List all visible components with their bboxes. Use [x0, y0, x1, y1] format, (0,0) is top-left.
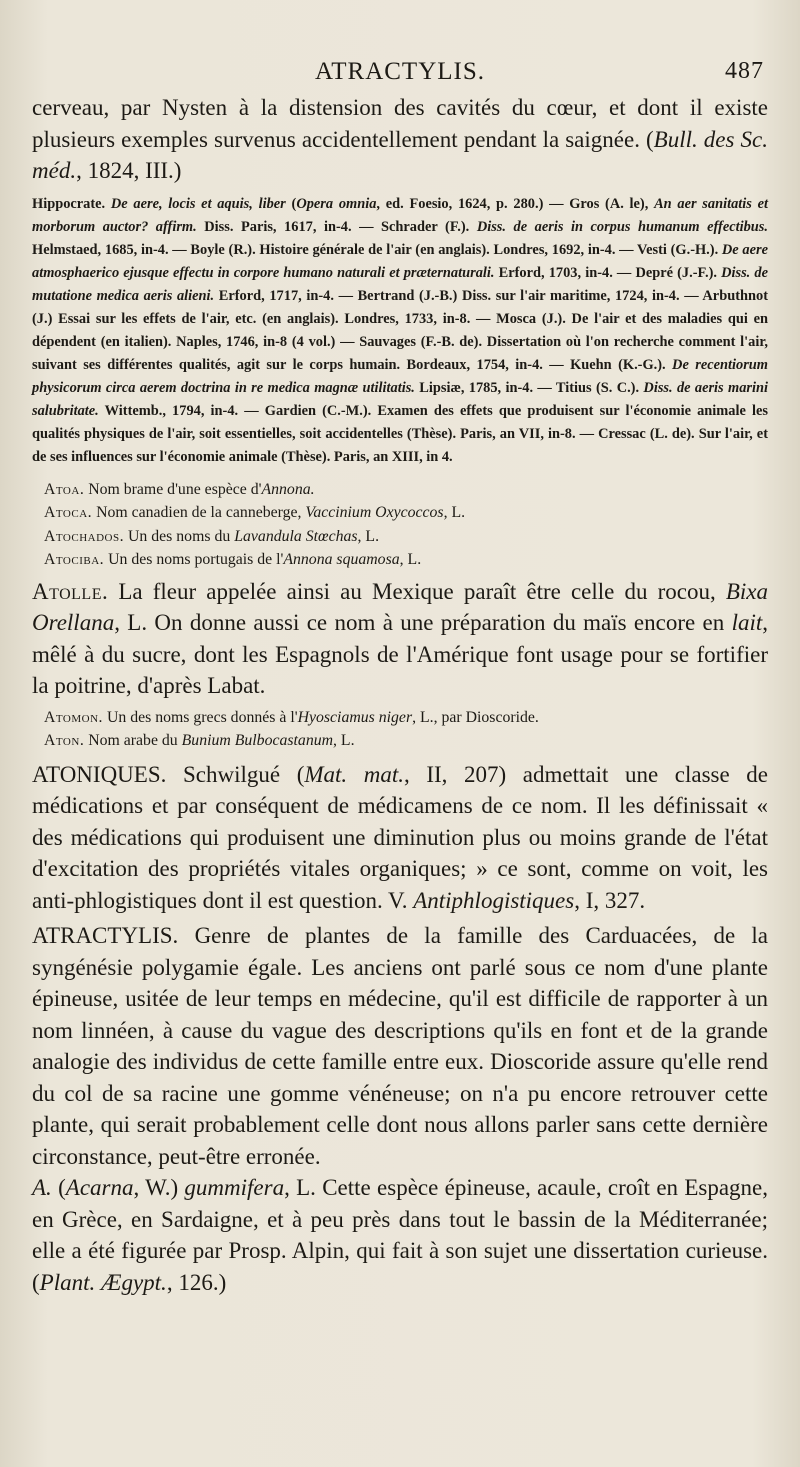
entry-headword: Aton.: [44, 732, 85, 749]
entry-text: Schwilgué (Mat. mat., II, 207) admettait une classe de médications et par conséquent de médicamens de ce nom. Il les définissait « des médications qui produisent une diminution plus ou moins grande de l'état d'excitation des propriétés vitales organiques; » ce sont, comme on voit, les anti-phlogistiques dont il est question. V. Antiphlogistiques, I, 327.: [32, 761, 768, 913]
entry-atoniques: [32, 759, 768, 917]
page-number: 487: [725, 58, 764, 84]
entry-text: A. (Acarna, W.) gummifera, L. Cette espèce épineuse, acaule, croît en Espagne, en Grèce, en Sardaigne, et à peu près dans tout le bassin de la Méditerranée; elle a été figurée par Prosp. Alpin, qui fait à son sujet une dissertation curieuse. (Plant. Ægypt., 126.): [32, 1175, 768, 1295]
entry-text: Un des noms grecs donnés à l'Hyosciamus niger, L., par Dioscoride.: [106, 708, 539, 726]
entry-text: La fleur appelée ainsi au Mexique paraît être celle du rocou, Bixa Orellana, L. On donne aussi ce nom à une préparation du maïs encore en lait, mêlé à du sucre, dont les Espagnols de l'Amérique font usage pour se fortifier la poitrine, d'après Labat.: [32, 578, 768, 698]
entry-atomon: [32, 706, 768, 730]
entry-headword: Atomon.: [44, 708, 103, 726]
bibliography-paragraph: [32, 193, 768, 469]
page-header: [32, 58, 768, 92]
entry-text: Genre de plantes de la famille des Carduacées, de la syngénésie polygamie égale. Les anciens ont parlé sous ce nom d'une plante épineuse, usitée de leur temps en médecine, qu'il est difficile de rapporter à un nom linnéen, à cause du vague des descriptions qu'ils en font et de la grande analogie des individus de cette famille entre eux. Dioscoride assure qu'elle rend du col de sa racine une gomme vénéneuse; on n'a pu encore retrouver cette plante, qui serait probablement celle dont nous allons parler sans cette dernière circonstance, peut-être erronée.: [32, 923, 768, 1169]
entry-text: Nom canadien de la canneberge, Vaccinium Oxycoccos, L.: [96, 504, 466, 521]
entry-headword: ATONIQUES.: [32, 761, 167, 787]
entry-text: Un des noms portugais de l'Annona squamosa, L.: [108, 551, 422, 568]
entry-atoa: [32, 478, 768, 502]
entry-aton: [32, 729, 768, 753]
entry-atractylis: [32, 920, 768, 1172]
entry-atociba: [32, 548, 768, 572]
entry-headword: Atociba.: [44, 551, 105, 568]
entry-headword: Atochados.: [44, 527, 125, 545]
entry-atolle: [32, 576, 768, 702]
entry-headword: Atoa.: [44, 480, 85, 498]
entry-headword: Atoca.: [44, 504, 93, 521]
entry-text: Nom brame d'une espèce d'Annona.: [88, 480, 315, 498]
paragraph-continuation: [32, 92, 768, 187]
entry-headword: ATRACTYLIS.: [32, 923, 179, 948]
entry-atochados: [32, 525, 768, 549]
entry-atoca: [32, 501, 768, 525]
running-title: ATRACTYLIS.: [314, 58, 486, 85]
paragraph-text: cerveau, par Nysten à la distension des cavités du cœur, et dont il existe plusieurs exemples survenus accidentellement pendant la saignée. (Bull. des Sc. méd., 1824, III.): [32, 95, 768, 183]
entry-atractylis-gummifera: [32, 1172, 768, 1298]
entry-headword: Atolle.: [32, 578, 109, 604]
entry-text: Un des noms du Lavandula Stœchas, L.: [128, 527, 380, 545]
entry-text: Nom arabe du Bunium Bulbocastanum, L.: [88, 732, 355, 749]
bibliography-text: Hippocrate. De aere, locis et aquis, liber (Opera omnia, ed. Foesio, 1624, p. 280.) — Gros (A. le), An aer sanitatis et morborum auctor? affirm. Diss. Paris, 1617, in-4. — Schrader (F.). Diss. de aeris in corpus humanum effectibus. Helmstaed, 1685, in-4. — Boyle (R.). Histoire générale de l'air (en anglais). Londres, 1692, in-4. — Vesti (G.-H.). De aere atmosphaerico ejusque effectu in corpore humano naturali et præternaturali. Erford, 1703, in-4. — Depré (J.-F.). Diss. de mutatione medica aeris alieni. Erford, 1717, in-4. — Bertrand (J.-B.) Diss. sur l'air maritime, 1724, in-4. — Arbuthnot (J.) Essai sur les effets de l'air, etc. (en anglais). Londres, 1733, in-8. — Mosca (J.). De l'air et des maladies qui en dépendent (en italien). Naples, 1746, in-8 (4 vol.) — Sauvages (F.-B. de). Dissertation où l'on recherche comment l'air, suivant ses différentes qualités, agit sur le corps humain. Bordeaux, 1754, in-4. — Kuehn (K.-G.). De recentiorum physicorum circa aerem doctrina in re medica magnæ utilitatis. Lipsiæ, 1785, in-4. — Titius (S. C.). Diss. de aeris marini salubritate. Wittemb., 1794, in-4. — Gardien (C.-M.). Examen des effets que produisent sur l'économie animale les qualités physiques de l'air, soit essentielles, soit accidentelles (Thèse). Paris, an VII, in-8. — Cressac (L. de). Sur l'air, et de ses influences sur l'économie animale (Thèse). Paris, an XIII, in 4.: [32, 195, 768, 465]
